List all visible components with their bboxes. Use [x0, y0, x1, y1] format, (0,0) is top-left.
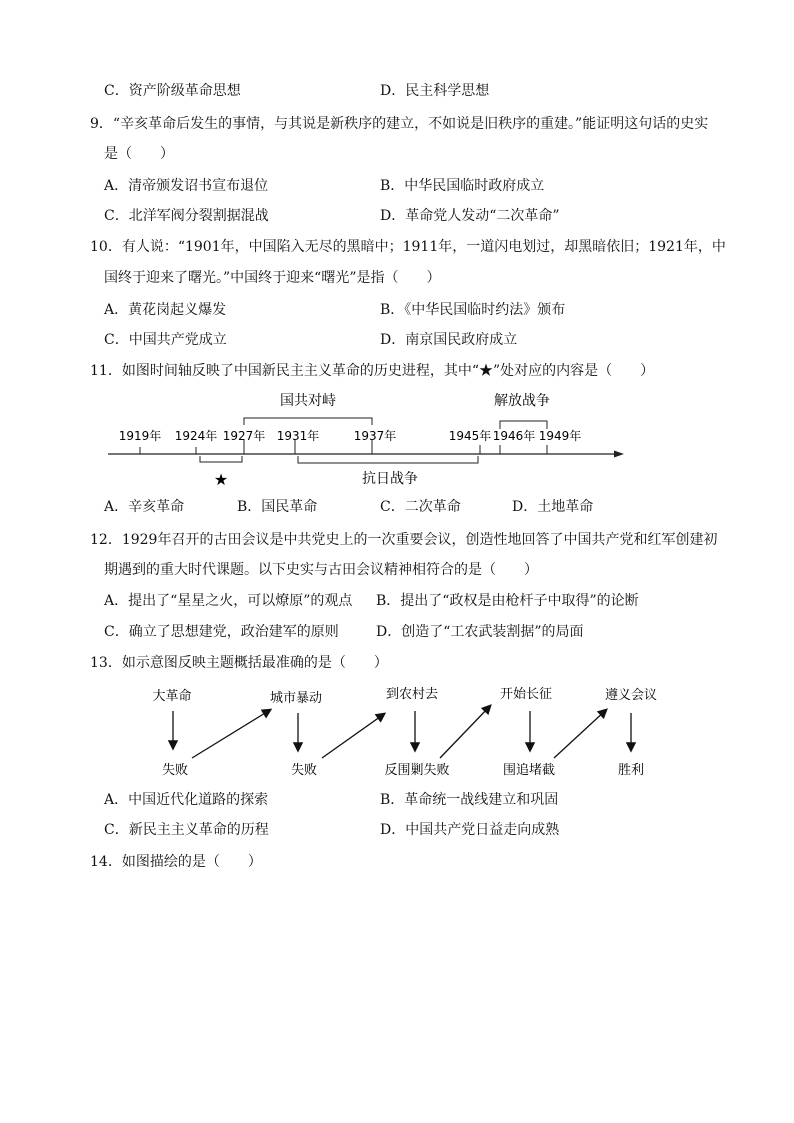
q12-stem-line2: 期遇到的重大时代课题。以下史实与古田会议精神相符合的是（ ）	[104, 562, 538, 578]
node-da-geming: 大革命	[152, 689, 192, 704]
q10-stem-line1: 10．有人说：“1901年，中国陷入无尽的黑暗中；1911年，一道闪电划过，却黑暗依旧；1921年，中	[90, 239, 726, 255]
q14-stem: 14．如图描绘的是（ ）	[90, 854, 262, 870]
year-1937: 1937年	[353, 429, 397, 443]
q12-stem-line1: 12．1929年召开的古田会议是中共党史上的一次重要会议，创造性地回答了中国共产党和红军创建初	[90, 532, 718, 548]
q10-option-d: D．南京国民政府成立	[380, 332, 518, 348]
node-dao-nongcun-qu: 到农村去	[385, 687, 439, 702]
q9-option-b: B．中华民国临时政府成立	[380, 178, 545, 194]
star-mark: ★	[213, 470, 229, 489]
q12-option-c: C．确立了思想建党，政治建军的原则	[104, 624, 339, 640]
q13-option-c: C．新民主主义革命的历程	[104, 822, 269, 838]
node-chengshi-baodong: 城市暴动	[269, 691, 323, 706]
node-shengli: 胜利	[617, 763, 645, 778]
node-weizhui-dujie: 围追堵截	[502, 763, 556, 778]
q13-stem: 13．如示意图反映主题概括最准确的是（ ）	[90, 655, 388, 671]
q9-option-d: D．革命党人发动“二次革命”	[380, 208, 560, 224]
q13-option-d: D．中国共产党日益走向成熟	[380, 822, 560, 838]
year-1931: 1931年	[276, 429, 320, 443]
q10-option-b: B．《中华民国临时约法》颁布	[380, 302, 566, 318]
q9-stem-line1: 9．“辛亥革命后发生的事情，与其说是新秩序的建立，不如说是旧秩序的重建。”能证明这句话的史实	[90, 116, 709, 132]
timeline-diagram	[100, 385, 640, 490]
label-jiefang-zhanzheng: 解放战争	[494, 393, 550, 409]
q10-option-a: A．黄花岗起义爆发	[104, 302, 227, 318]
q9-stem-line2: 是（ ）	[104, 146, 174, 162]
q13-option-a: A．中国近代化道路的探索	[104, 792, 269, 808]
q11-option-a: A．辛亥革命	[104, 499, 185, 515]
label-guogong-duizhi: 国共对峙	[280, 393, 336, 409]
q9-option-c: C．北洋军阀分裂割据混战	[104, 208, 269, 224]
process-diagram	[120, 678, 680, 783]
label-kangri-zhanzheng: 抗日战争	[362, 471, 418, 487]
q12-option-b: B．提出了“政权是由枪杆子中取得”的论断	[376, 593, 639, 609]
q10-stem-line2: 国终于迎来了曙光。”中国终于迎来“曙光”是指（ ）	[104, 270, 441, 286]
node-shibai-1: 失败	[161, 763, 189, 778]
q11-option-b: B．国民革命	[237, 499, 318, 515]
node-kaishi-changzheng: 开始长征	[499, 687, 553, 702]
q12-option-a: A．提出了“星星之火，可以燎原”的观点	[104, 593, 353, 609]
year-1945: 1945年	[448, 429, 492, 443]
q13-option-b: B．革命统一战线建立和巩固	[380, 792, 559, 808]
q8-option-d: D．民主科学思想	[380, 83, 490, 99]
node-fanweijiao-shibai: 反围剿失败	[384, 763, 450, 778]
q12-option-d: D．创造了“工农武装割据”的局面	[376, 624, 584, 640]
q11-option-d: D．土地革命	[512, 499, 594, 515]
year-1924: 1924年	[174, 429, 218, 443]
year-1919: 1919年	[118, 429, 162, 443]
year-1949: 1949年	[538, 429, 582, 443]
q10-option-c: C．中国共产党成立	[104, 332, 227, 348]
q8-option-c: C．资产阶级革命思想	[104, 83, 241, 99]
node-zunyi-huiyi: 遵义会议	[604, 688, 658, 703]
year-1946: 1946年	[492, 429, 536, 443]
node-shibai-2: 失败	[290, 763, 318, 778]
year-1927: 1927年	[222, 429, 266, 443]
q11-option-c: C．二次革命	[380, 499, 461, 515]
q11-stem: 11．如图时间轴反映了中国新民主主义革命的历史进程，其中“★”处对应的内容是（ ）	[90, 363, 655, 379]
q9-option-a: A．清帝颁发诏书宣布退位	[104, 178, 269, 194]
